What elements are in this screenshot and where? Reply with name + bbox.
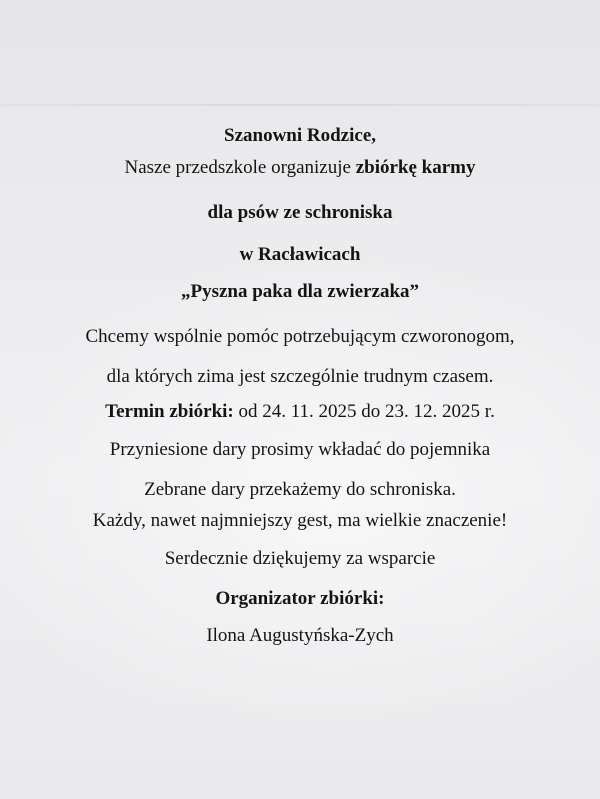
intro-line-3: w Racławicach bbox=[239, 244, 361, 265]
organizer-name: Ilona Augustyńska-Zych bbox=[206, 625, 394, 646]
intro-highlight: zbiórkę karmy bbox=[355, 157, 476, 178]
instructions-line-1: Przyniesione dary prosimy wkładać do pojemnika bbox=[109, 439, 491, 460]
intro-line-2: dla psów ze schroniska bbox=[207, 202, 393, 223]
term-value: od 24. 11. 2025 do 23. 12. 2025 r. bbox=[233, 401, 495, 422]
collection-term bbox=[0, 400, 600, 424]
instructions-line-2: Zebrane dary przekażemy do schroniska. bbox=[144, 479, 456, 500]
body-line-1: Chcemy wspólnie pomóc potrzebującym czworonogom, bbox=[85, 326, 515, 347]
organizer-label: Organizator zbiórki: bbox=[215, 588, 385, 609]
term-label: Termin zbiórki: bbox=[105, 401, 234, 422]
instructions-line-3: Każdy, nawet najmniejszy gest, ma wielkie znaczenie! bbox=[92, 510, 508, 531]
paper-fold-shadow bbox=[0, 104, 600, 106]
body-line-2: dla których zima jest szczególnie trudnym czasem. bbox=[106, 366, 494, 387]
intro-text: Nasze przedszkole organizuje bbox=[124, 157, 356, 178]
thanks-line: Serdecznie dziękujemy za wsparcie bbox=[164, 548, 436, 569]
campaign-name: „Pyszna paka dla zwierzaka” bbox=[180, 281, 420, 302]
greeting: Szanowni Rodzice, bbox=[224, 125, 376, 146]
intro-line-1 bbox=[0, 156, 600, 180]
